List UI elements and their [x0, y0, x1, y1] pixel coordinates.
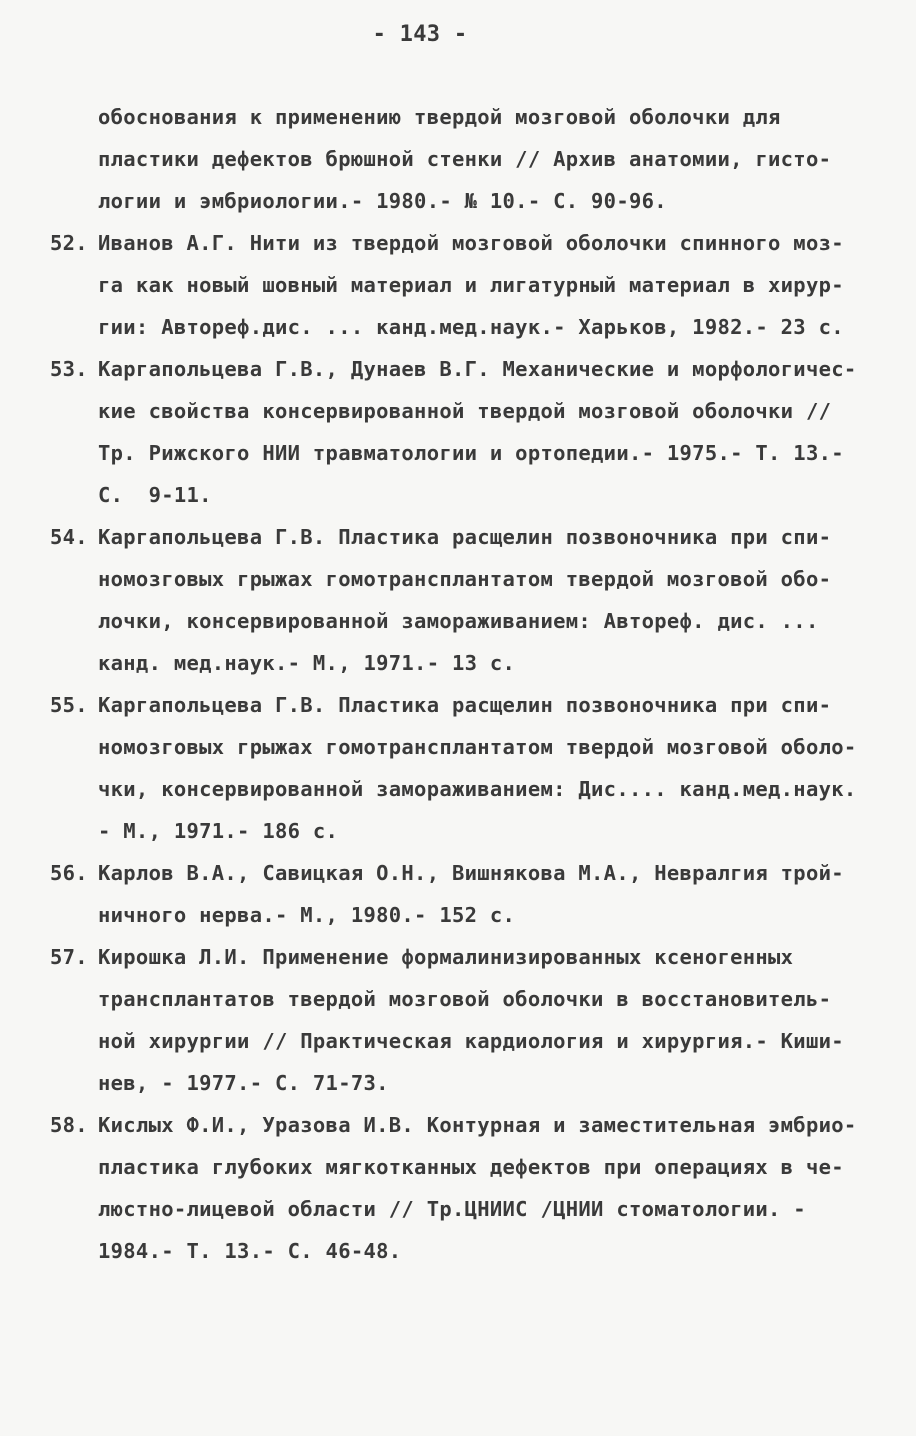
entry-line: номозговых грыжах гомотрансплантатом твердой мозговой оболо- [98, 735, 857, 759]
entry-number: 56. [50, 861, 88, 885]
entry-line: Иванов А.Г. Нити из твердой мозговой оболочки спинного моз- [98, 231, 844, 255]
entry-line: пластика глубоких мягкотканных дефектов при операциях в че- [98, 1155, 844, 1179]
bibliography-entry-56 [0, 852, 916, 936]
entry-number: 55. [50, 693, 88, 717]
page-number: - 143 - [372, 22, 468, 47]
entry-line: Каргапольцева Г.В. Пластика расщелин позвоночника при спи- [98, 525, 832, 549]
bibliography-entry-continuation [0, 96, 916, 222]
entry-line: га как новый шовный материал и лигатурный материал в хирур- [98, 273, 844, 297]
entry-line: люстно-лицевой области // Тр.ЦНИИС /ЦНИИ стоматологии. - [98, 1197, 806, 1221]
bibliography-list [0, 96, 916, 1272]
entry-line: чки, консервированной замораживанием: Дис.... канд.мед.наук. [98, 777, 857, 801]
entry-line: Каргапольцева Г.В., Дунаев В.Г. Механические и морфологичес- [98, 357, 857, 381]
bibliography-entry-52 [0, 222, 916, 348]
entry-line: ной хирургии // Практическая кардиология и хирургия.- Киши- [98, 1029, 844, 1053]
entry-line: логии и эмбриологии.- 1980.- № 10.- С. 90-96. [98, 189, 667, 213]
bibliography-entry-58 [0, 1104, 916, 1272]
bibliography-entry-54 [0, 516, 916, 684]
entry-line: кие свойства консервированной твердой мозговой оболочки // [98, 399, 832, 423]
entry-line: канд. мед.наук.- М., 1971.- 13 с. [98, 651, 516, 675]
entry-line: обоснования к применению твердой мозговой оболочки для [98, 105, 781, 129]
entry-line: ничного нерва.- М., 1980.- 152 с. [98, 903, 516, 927]
entry-line: Каргапольцева Г.В. Пластика расщелин позвоночника при спи- [98, 693, 832, 717]
entry-line: Тр. Рижского НИИ травматологии и ортопедии.- 1975.- Т. 13.- [98, 441, 844, 465]
entry-line: пластики дефектов брюшной стенки // Архив анатомии, гисто- [98, 147, 832, 171]
entry-line: Карлов В.А., Савицкая О.Н., Вишнякова М.А., Невралгия трой- [98, 861, 844, 885]
bibliography-entry-53 [0, 348, 916, 516]
entry-number: 58. [50, 1113, 88, 1137]
entry-line: нев, - 1977.- С. 71-73. [98, 1071, 389, 1095]
entry-number: 54. [50, 525, 88, 549]
entry-line: С. 9-11. [98, 483, 212, 507]
entry-line: Кирошка Л.И. Применение формалинизированных ксеногенных [98, 945, 794, 969]
entry-line: 1984.- Т. 13.- С. 46-48. [98, 1239, 402, 1263]
entry-line: номозговых грыжах гомотрансплантатом твердой мозговой обо- [98, 567, 832, 591]
entry-line: - М., 1971.- 186 с. [98, 819, 339, 843]
entry-line: лочки, консервированной замораживанием: Автореф. дис. ... [98, 609, 819, 633]
entry-number: 52. [50, 231, 88, 255]
entry-line: трансплантатов твердой мозговой оболочки в восстановитель- [98, 987, 832, 1011]
entry-line: Кислых Ф.И., Уразова И.В. Контурная и заместительная эмбрио- [98, 1113, 857, 1137]
entry-line: гии: Автореф.дис. ... канд.мед.наук.- Харьков, 1982.- 23 с. [98, 315, 844, 339]
bibliography-entry-55 [0, 684, 916, 852]
entry-number: 57. [50, 945, 88, 969]
entry-number: 53. [50, 357, 88, 381]
bibliography-entry-57 [0, 936, 916, 1104]
